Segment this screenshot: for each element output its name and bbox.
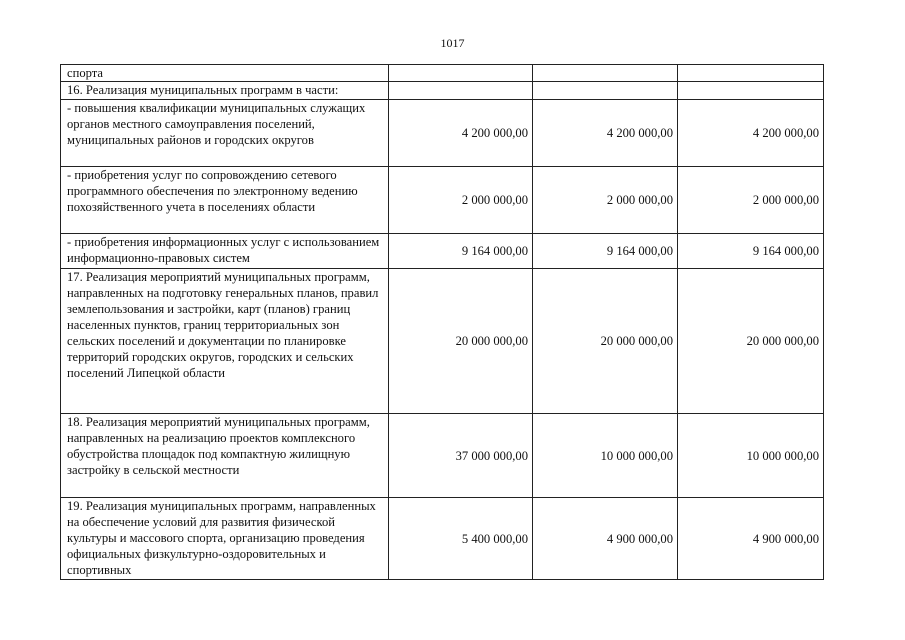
value-cell: 4 900 000,00 (533, 498, 678, 580)
value-cell (389, 65, 533, 82)
table-row (61, 167, 824, 234)
value-cell: 9 164 000,00 (533, 234, 678, 269)
budget-table (60, 64, 824, 580)
value-cell (533, 82, 678, 100)
row-description: - приобретения информационных услуг с использованием информационно-правовых систем (61, 234, 389, 269)
row-description: 17. Реализация мероприятий муниципальных программ, направленных на подготовку генеральных планов, правил землепользования и застройки, карт (планов) границ населенных пунктов, границ территориальных зон сельских поселений и документации по планировке территорий городских округов, городских и сельских поселений Липецкой области (61, 269, 389, 414)
value-cell: 4 200 000,00 (389, 100, 533, 167)
value-cell (678, 82, 824, 100)
value-cell: 4 200 000,00 (678, 100, 824, 167)
row-description: 16. Реализация муниципальных программ в части: (61, 82, 389, 100)
value-cell (389, 82, 533, 100)
table-row (61, 234, 824, 269)
table-row (61, 65, 824, 82)
row-description: 18. Реализация мероприятий муниципальных программ, направленных на реализацию проектов комплексного обустройства площадок под компактную жилищную застройку в сельской местности (61, 414, 389, 498)
row-description: спорта (61, 65, 389, 82)
table-row (61, 100, 824, 167)
table-row (61, 498, 824, 580)
value-cell: 20 000 000,00 (389, 269, 533, 414)
table-row (61, 414, 824, 498)
row-description: - приобретения услуг по сопровождению сетевого программного обеспечения по электронному ведению похозяйственного учета в поселениях области (61, 167, 389, 234)
value-cell (533, 65, 678, 82)
value-cell: 4 900 000,00 (678, 498, 824, 580)
value-cell: 4 200 000,00 (533, 100, 678, 167)
value-cell (678, 65, 824, 82)
value-cell: 10 000 000,00 (678, 414, 824, 498)
value-cell: 20 000 000,00 (533, 269, 678, 414)
value-cell: 9 164 000,00 (678, 234, 824, 269)
value-cell: 10 000 000,00 (533, 414, 678, 498)
row-description: 19. Реализация муниципальных программ, направленных на обеспечение условий для развития физической культуры и массового спорта, организацию проведения официальных физкультурно-оздоровительных и спортивных (61, 498, 389, 580)
value-cell: 20 000 000,00 (678, 269, 824, 414)
value-cell: 5 400 000,00 (389, 498, 533, 580)
page-number: 1017 (440, 36, 465, 50)
table-row (61, 269, 824, 414)
value-cell: 9 164 000,00 (389, 234, 533, 269)
value-cell: 2 000 000,00 (389, 167, 533, 234)
value-cell: 37 000 000,00 (389, 414, 533, 498)
table-row (61, 82, 824, 100)
value-cell: 2 000 000,00 (678, 167, 824, 234)
value-cell: 2 000 000,00 (533, 167, 678, 234)
row-description: - повышения квалификации муниципальных служащих органов местного самоуправления поселений, муниципальных районов и городских округов (61, 100, 389, 167)
